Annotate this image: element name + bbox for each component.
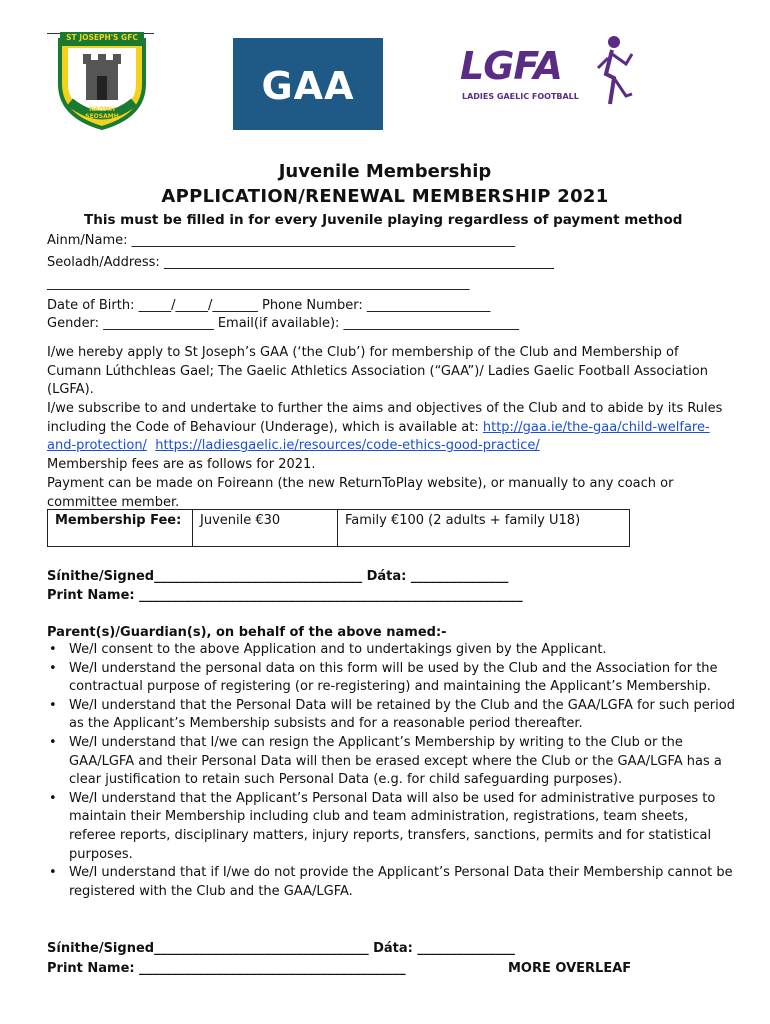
address-field-line2[interactable]: _________________________________________________________________ <box>47 276 470 291</box>
list-item: • We/I understand that the Personal Data will be retained by the Club and the GAA/LGFA for such period as the Applicant’s Membership subsists and for a reasonable period thereafter. <box>47 697 737 734</box>
list-item: • We/I understand the personal data on this form will be used by the Club and the Association for the contractual purpose of registering (or re-registering) and maintaining the Applicant’s Membership. <box>47 660 737 697</box>
fee-juvenile-cell: Juvenile €30 <box>193 510 338 547</box>
list-item: • We/I understand that if I/we do not provide the Applicant’s Personal Data their Membership cannot be registered with the Club and the GAA/LGFA. <box>47 864 737 901</box>
gaa-logo-text: GAA <box>261 64 355 108</box>
guardian-heading: Parent(s)/Guardian(s), on behalf of the above named:- <box>47 625 447 640</box>
club-motto-text: NAOMH SEOSAMH <box>85 106 119 120</box>
table-row <box>48 510 630 547</box>
club-name-text: ST JOSEPH'S GFC <box>66 33 138 42</box>
address-field[interactable]: Seoladh/Address: ____________________________________________________________ <box>47 255 554 270</box>
lgfa-player-icon <box>592 34 638 108</box>
membership-fee-table <box>47 509 630 547</box>
page-subtitle: APPLICATION/RENEWAL MEMBERSHIP 2021 <box>161 186 609 207</box>
list-item: • We/I understand that I/we can resign the Applicant’s Membership by writing to the Club or the GAA/LGFA and their Personal Data will then be erased except where the Club or the GAA/LGFA has a clear justification to retain such Personal Data (e.g. for child safeguarding purposes). <box>47 734 737 790</box>
more-overleaf-note: MORE OVERLEAF <box>508 961 632 976</box>
code-of-behaviour-text: I/we subscribe to and undertake to further the aims and objectives of the Club and to abide by its Rules including the Code of Behaviour (Underage), which is available at: <box>47 401 723 435</box>
code-of-behaviour-paragraph <box>47 400 727 456</box>
list-item: • We/I consent to the above Application and to undertakings given by the Applicant. <box>47 641 737 660</box>
instruction-text: This must be filled in for every Juvenile playing regardless of payment method <box>84 212 683 228</box>
code-ethics-link[interactable]: https://ladiesgaelic.ie/resources/code-ethics-good-practice/ <box>155 438 540 454</box>
page-title: Juvenile Membership <box>278 161 492 182</box>
dob-phone-field[interactable]: Date of Birth: _____/_____/_______ Phone Number: ___________________ <box>47 298 491 313</box>
fee-label-cell: Membership Fee: <box>48 510 193 547</box>
payment-paragraph: Payment can be made on Foireann (the new ReturnToPlay website), or manually to any coach or committee member. <box>47 476 674 510</box>
print-name-field[interactable]: Print Name: ___________________________________________________________ <box>47 588 523 603</box>
list-item: • We/I understand that the Applicant’s Personal Data will also be used for administrative purposes to maintain their Membership including club and team administration, registrations, team sheets, referee reports, disciplinary matters, injury reports, transfers, sanctions, permits and for statistical purposes. <box>47 790 737 864</box>
guardian-print-name-field[interactable]: Print Name: _________________________________________ <box>47 961 406 976</box>
consent-list <box>47 641 737 901</box>
lgfa-tagline: LADIES GAELIC FOOTBALL <box>462 92 579 101</box>
signature-field[interactable]: Sínithe/Signed________________________________ Dáta: _______________ <box>47 569 509 584</box>
gender-email-field[interactable]: Gender: _________________ Email(if available): ___________________________ <box>47 316 520 331</box>
child-welfare-link[interactable]: http://gaa.ie/the-gaa/child-welfare-and-protection/ <box>47 419 710 454</box>
club-crest-logo <box>50 32 154 130</box>
guardian-signature-field[interactable]: Sínithe/Signed_________________________________ Dáta: _______________ <box>47 941 515 956</box>
fee-family-cell: Family €100 (2 adults + family U18) <box>338 510 630 547</box>
name-field[interactable]: Ainm/Name: ___________________________________________________________ <box>47 233 516 248</box>
fees-intro: Membership fees are as follows for 2021. <box>47 457 316 472</box>
lgfa-logo <box>460 40 640 112</box>
lgfa-logo-text: LGFA <box>460 44 562 88</box>
gaa-logo <box>233 38 383 130</box>
application-paragraph: I/we hereby apply to St Joseph’s GAA (‘the Club’) for membership of the Club and Membership of Cumann Lúthchleas Gael; The Gaelic Athletics Association (“GAA”)/ Ladies Gaelic Football Association (LGFA). <box>47 345 708 398</box>
